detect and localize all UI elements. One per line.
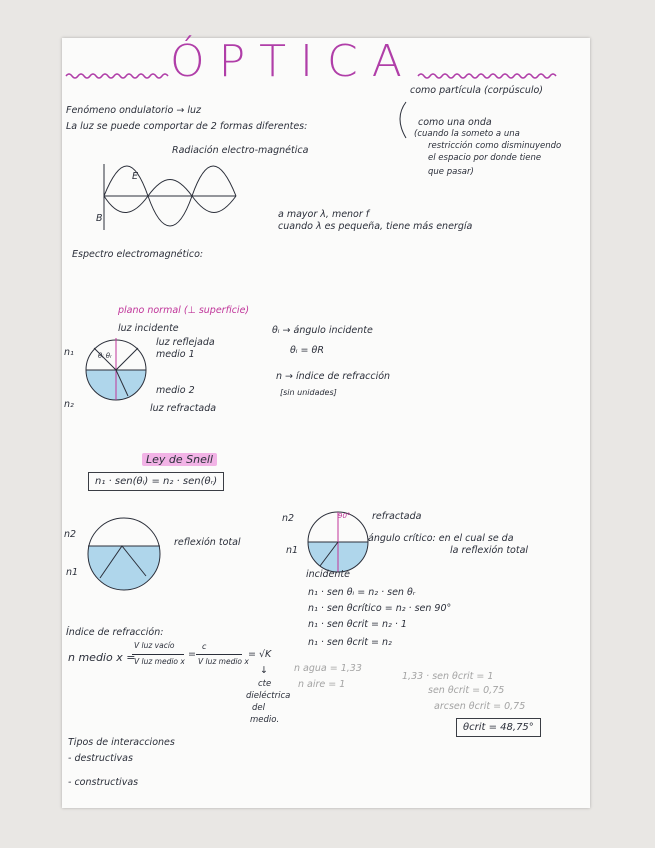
theta-labels: θᵢ θᵣ [98,352,112,360]
medio-1: medio 1 [156,349,195,360]
refraction-circle-diagram [76,330,156,410]
critical-result: θcrit = 48,75° [456,718,541,737]
calc-1: 1,33 · sen θcrit = 1 [402,671,494,682]
critical-incidente: incidente [306,569,350,580]
label-n2: n₂ [64,399,74,410]
luz-refractada: luz refractada [150,403,217,414]
k-del: del [252,703,265,713]
intro-option2c: restricción como disminuyendo [428,141,562,151]
k-medio: medio. [250,715,280,725]
frac1-bar [132,654,184,655]
spectrum-label: Espectro electromagnético: [72,249,204,260]
luz-incidente: luz incidente [118,323,179,334]
eq-theta: θᵢ = θR [290,345,324,356]
label-n1: n₁ [64,347,74,358]
luz-reflejada: luz reflejada [156,337,215,348]
intro-option2b: (cuando la someto a una [414,129,520,139]
critical-n1: n1 [286,545,299,556]
frac2-bar [196,654,242,655]
interaction-constructivas: - constructivas [68,777,139,788]
def-theta: θᵢ → ángulo incidente [272,325,373,336]
intro-option1: como partícula (corpúsculo) [410,85,544,96]
label-e: E [132,171,139,182]
intro-line2: La luz se puede comportar de 2 formas diferentes: [66,121,308,132]
critical-eq2: n₁ · sen θcrítico = n₂ · sen 90° [308,603,452,614]
total-n1: n1 [66,567,79,578]
k-dielectrica: dieléctrica [246,691,291,701]
critical-eq4: n₁ · sen θcrit = n₂ [308,637,392,648]
intro-option2d: el espacio por donde tiene [428,153,542,163]
frac1-den: V luz medio x [134,657,185,666]
critical-def-a: ángulo crítico: en el cual se da [368,533,514,544]
frac2-den: V luz medio x [198,657,249,666]
total-reflection-diagram [76,514,172,594]
intro-line1: Fenómeno ondulatorio → luz [66,105,201,116]
n-agua: n agua = 1,33 [294,663,362,674]
brace-icon [392,98,408,142]
calc-2: sen θcrit = 0,75 [428,685,505,696]
critical-refractada: refractada [372,511,422,522]
critical-eq3: n₁ · sen θcrit = n₂ · 1 [308,619,407,630]
def-n: n → índice de refracción [276,371,391,382]
calc-3: arcsen θcrit = 0,75 [434,701,526,712]
index-title: Índice de refracción: [66,627,164,638]
page-title: ÓPTICA [170,36,416,87]
intro-option2e: que pasar) [428,167,474,177]
k-arrow: ↓ [260,665,268,676]
label-b: B [96,213,103,224]
n-aire: n aire = 1 [298,679,346,690]
em-wave-diagram [90,156,240,236]
critical-n2: n2 [282,513,295,524]
snell-formula: n₁ · sen(θᵢ) = n₂ · sen(θᵣ) [88,472,224,491]
angle-90: 90° [338,512,351,520]
frac2-num: c [202,642,207,651]
interactions-title: Tipos de interacciones [68,737,175,748]
units: [sin unidades] [280,388,337,397]
note-energy: cuando λ es pequeña, tiene más energía [278,221,473,232]
frac1-num: V luz vacío [134,641,175,650]
critical-def-b: la reflexión total [450,545,529,556]
interaction-destructivas: - destructivas [68,753,133,764]
snell-title: Ley de Snell [142,454,217,467]
plano-normal: plano normal (⊥ superficie) [118,305,250,316]
total-n2: n2 [64,529,77,540]
notebook-page [62,38,590,808]
total-label: reflexión total [174,537,241,548]
k-cte: cte [258,679,272,689]
index-eq: = [188,649,196,660]
intro-option2a: como una onda [418,117,492,128]
critical-eq1: n₁ · sen θᵢ = n₂ · sen θᵣ [308,587,416,598]
em-radiation: Radiación electro-magnética [172,145,309,156]
index-sqrt: = √K [248,649,272,660]
note-wavelength: a mayor λ, menor f [278,209,370,220]
index-lhs: n medio x = [68,651,136,664]
medio-2: medio 2 [156,385,195,396]
